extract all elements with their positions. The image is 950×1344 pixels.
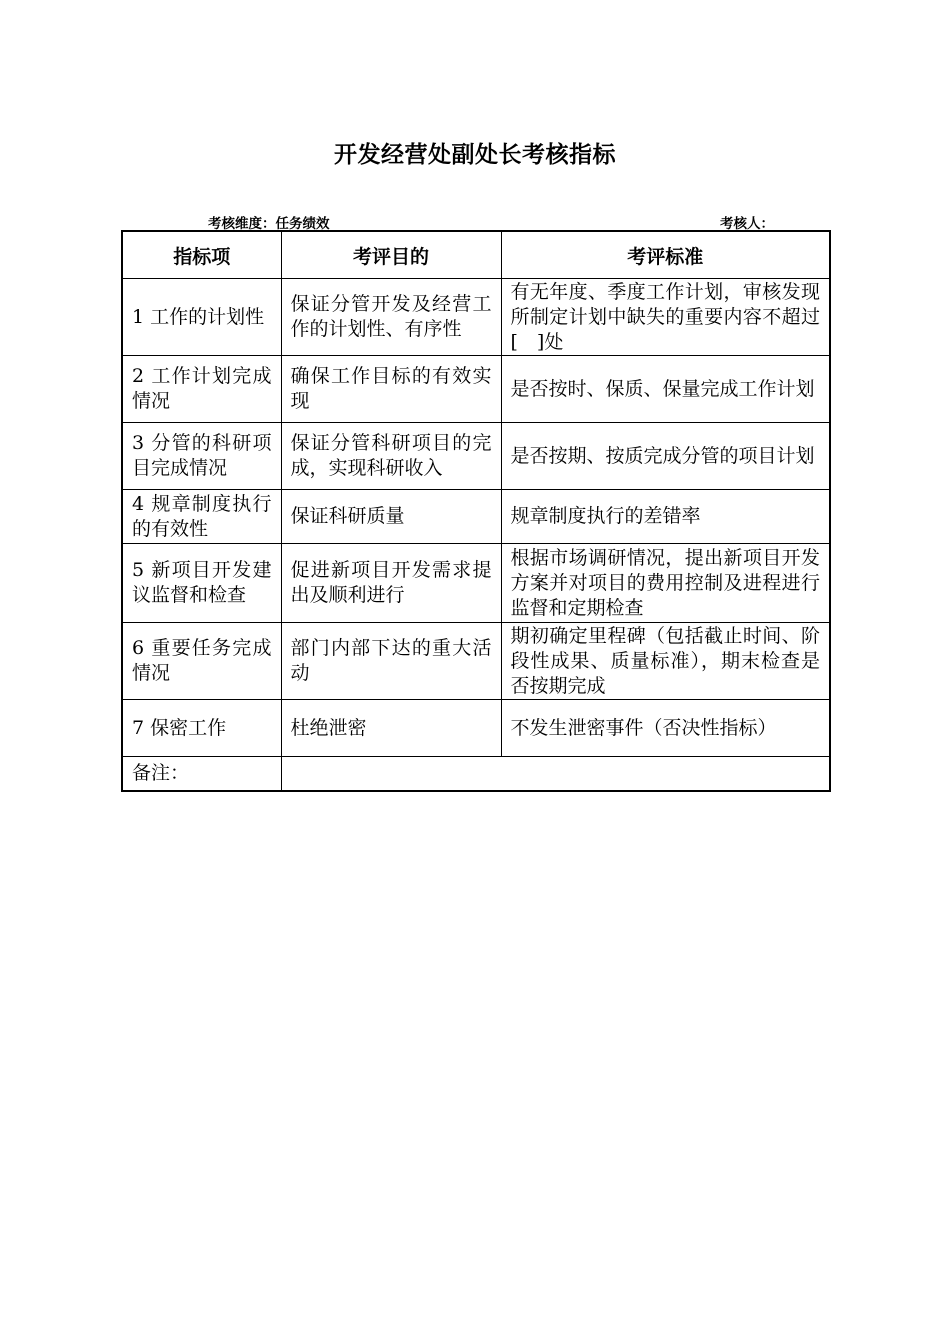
table-row (122, 700, 830, 757)
table-row (122, 279, 830, 356)
table-row (122, 544, 830, 623)
standard-cell: 是否按时、保质、保量完成工作计划 (501, 356, 830, 423)
assessment-dimension-label: 考核维度：任务绩效 (208, 216, 330, 232)
purpose-cell: 保证分管开发及经营工作的计划性、有序性 (281, 279, 501, 356)
remarks-value (281, 757, 830, 792)
purpose-cell: 保证分管科研项目的完成，实现科研收入 (281, 423, 501, 490)
indicator-cell: 7 保密工作 (122, 700, 281, 757)
indicator-cell: 4 规章制度执行的有效性 (122, 490, 281, 544)
purpose-cell: 确保工作目标的有效实现 (281, 356, 501, 423)
indicator-cell: 5 新项目开发建议监督和检查 (122, 544, 281, 623)
table-row (122, 356, 830, 423)
indicator-cell: 6 重要任务完成情况 (122, 623, 281, 700)
header-standard: 考评标准 (501, 231, 830, 279)
header-purpose: 考评目的 (281, 231, 501, 279)
reviewer-label: 考核人： (720, 216, 774, 232)
standard-cell: 规章制度执行的差错率 (501, 490, 830, 544)
remarks-label: 备注： (122, 757, 281, 792)
header-indicator: 指标项 (122, 231, 281, 279)
indicator-cell: 1 工作的计划性 (122, 279, 281, 356)
purpose-cell: 杜绝泄密 (281, 700, 501, 757)
remarks-row (122, 757, 830, 792)
table-row (122, 423, 830, 490)
standard-cell: 是否按期、按质完成分管的项目计划 (501, 423, 830, 490)
indicator-cell: 2 工作计划完成情况 (122, 356, 281, 423)
table-row (122, 623, 830, 700)
standard-cell: 不发生泄密事件（否决性指标） (501, 700, 830, 757)
standard-cell: 有无年度、季度工作计划，审核发现所制定计划中缺失的重要内容不超过[ ]处 (501, 279, 830, 356)
page-title: 开发经营处副处长考核指标 (334, 142, 616, 168)
table-header-row (122, 231, 830, 279)
standard-cell: 根据市场调研情况，提出新项目开发方案并对项目的费用控制及进程进行监督和定期检查 (501, 544, 830, 623)
indicator-cell: 3 分管的科研项目完成情况 (122, 423, 281, 490)
purpose-cell: 保证科研质量 (281, 490, 501, 544)
purpose-cell: 促进新项目开发需求提出及顺利进行 (281, 544, 501, 623)
standard-cell: 期初确定里程碑（包括截止时间、阶段性成果、质量标准），期末检查是否按期完成 (501, 623, 830, 700)
kpi-table (121, 230, 831, 792)
purpose-cell: 部门内部下达的重大活动 (281, 623, 501, 700)
table-row (122, 490, 830, 544)
